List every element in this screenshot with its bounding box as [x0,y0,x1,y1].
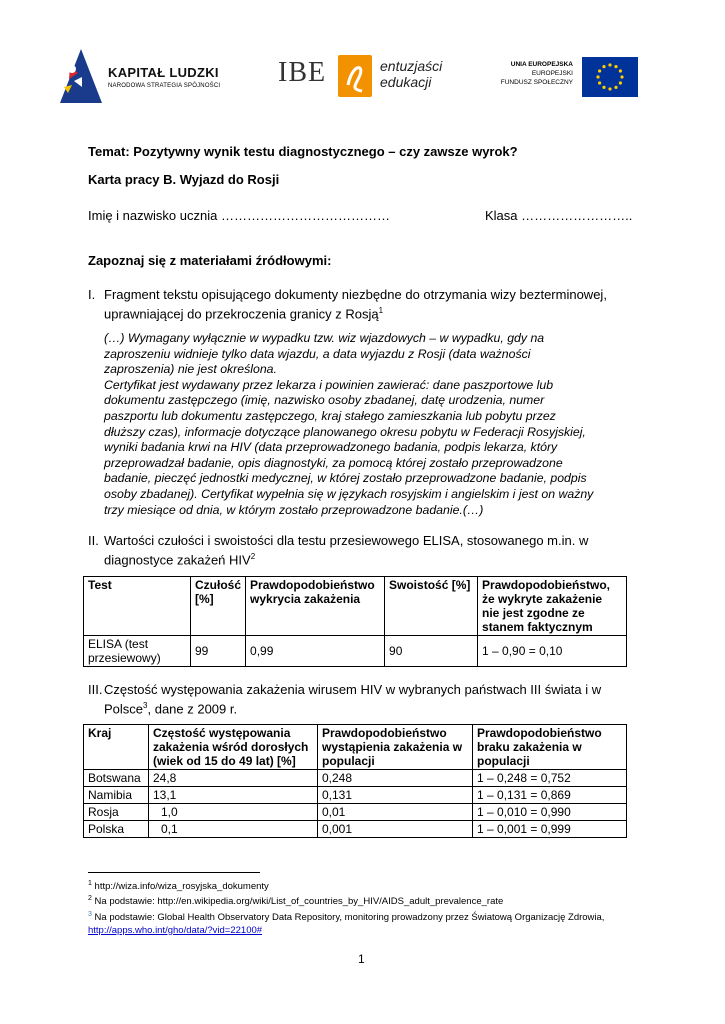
section-2-line1: Wartości czułości i swoistości dla testu przesiewowego ELISA, stosowanego m.in. w [104,533,589,548]
ibe-orange-mark-icon [338,55,372,97]
quote-line: (…) Wymagany wyłącznie w wypadku tzw. wiz wjazdowych – w wypadku, gdy na [104,331,545,345]
section-2-line2 [104,548,255,568]
table-cell: 1,0 [149,804,318,821]
class-field: Klasa …………………….. [485,208,633,223]
table-cell: Botswana [84,770,149,787]
table-header-cell: Częstość występowania zakażenia wśród dorosłych (wiek od 15 do 49 lat) [%] [149,725,318,770]
quote-line: zaproszeniu widnieje tylko data wjazdu, a data wyjazdu z Rosji (data ważności [104,346,531,361]
quote-line: zaproszenia) nie jest określona. [104,362,277,377]
table-header-cell: Prawdopodobieństwo braku zakażenia w populacji [473,725,627,770]
table-cell: ELISA (test przesiewowy) [84,636,191,667]
eu-flag-icon [582,57,638,97]
elisa-table [83,576,627,667]
table-cell: 24,8 [149,770,318,787]
eu-line2: EUROPEJSKI [531,70,573,77]
table-row [84,787,627,804]
kapital-ludzki-emblem-icon [58,47,104,105]
eu-line1: UNIA EUROPEJSKA [510,61,573,68]
kl-subtitle: NARODOWA STRATEGIA SPÓJNOŚCI [108,83,221,89]
section-2-line2-text: diagnostyce zakażeń HIV [104,552,251,568]
table-header-cell: Prawdopodobieństwo, że wykryte zakażenie nie jest zgodne ze stanem faktycznym [478,577,627,636]
table-row [84,770,627,787]
eu-logo [488,55,640,99]
table-header-row [84,725,627,770]
footnote-divider [88,872,260,873]
student-name-field: Imię i nazwisko ucznia ………………………………… [88,208,390,223]
quote-line: przeprowadzał badanie, opis diagnostyki, za pomocą której zostało przeprowadzone [104,455,563,470]
table-cell: 1 – 0,001 = 0,999 [473,821,627,838]
quote-line: dłuższy czas), informacje dotyczące planowanego okresu pobytu w Federacji Rosyjskiej, [104,424,586,439]
quote-line: badanie, pieczęć jednostki medycznej, w której zostało przeprowadzone badanie, podpis [104,471,587,486]
table-row [84,804,627,821]
footnote-2-text: Na podstawie: http://en.wikipedia.org/wiki/List_of_countries_by_HIV/AIDS_adult_prevalence_rate [94,896,504,908]
footnote-3-link[interactable]: http://apps.who.int/gho/data/?vid=22100# [88,924,263,936]
table-header-cell: Test [84,577,191,636]
footnote-ref-2: 2 [250,552,256,561]
footnote-3-number: 3 [88,911,92,918]
section-3-line2a: Polsce [104,701,144,717]
table-cell: 13,1 [149,787,318,804]
table-header-cell: Swoistość [%] [385,577,478,636]
section-1-number: I. [88,287,96,302]
table-cell: 1 – 0,248 = 0,752 [473,770,627,787]
table-cell: Rosja [84,804,149,821]
table-header-cell: Prawdopodobieństwo wystąpienia zakażenia w populacji [318,725,473,770]
section-2-number: II. [88,533,99,548]
footnote-1-number: 1 [88,880,92,887]
footnote-2 [88,893,503,909]
quote-line: paszportu lub dokumentu zastępczego, kraj stałego zamieszkania lub pobytu przez [104,408,556,423]
table-header-cell: Prawdopodobieństwo wykrycia zakażenia [246,577,385,636]
footnote-2-number: 2 [88,895,92,902]
table-cell: 0,1 [149,821,318,838]
table-row [84,821,627,838]
table-cell: 0,001 [318,821,473,838]
quote-line: trzy miesiące od dnia, w którym zostało przeprowadzone badanie.(…) [104,502,484,517]
eu-text [488,60,573,87]
section-1-line2-text: uprawniającej do przekroczenia granicy z Rosją [104,306,379,322]
section-1-line1: Fragment tekstu opisującego dokumenty niezbędne do otrzymania wizy bezterminowej, [104,287,607,302]
footnote-1-text: http://wiza.info/wiza_rosyjska_dokumenty [94,881,269,893]
table-cell: 0,01 [318,804,473,821]
table-header-cell: Kraj [84,725,149,770]
quote-block [104,331,664,518]
quote-line: Certyfikat jest wydawany przez lekarza i powinien zawierać: dane paszportowe lub [104,377,554,392]
table-cell: Namibia [84,787,149,804]
kapital-ludzki-logo [58,47,243,105]
kl-title: KAPITAŁ LUDZKI [108,65,219,80]
eu-line3: FUNDUSZ SPOŁECZNY [500,79,573,86]
ibe-text: IBE [278,57,327,88]
instructions-heading: Zapoznaj się z materiałami źródłowymi: [88,253,332,268]
section-1-line2 [104,302,383,322]
table-row [84,636,627,667]
table-cell: 1 – 0,010 = 0,990 [473,804,627,821]
table-cell: 0,131 [318,787,473,804]
section-3-line1: Częstość występowania zakażenia wirusem HIV w wybranych państwach III świata i w [104,682,602,697]
footnote-ref-3: 3 [143,701,148,710]
table-cell: 99 [191,636,246,667]
footnote-ref-1: 1 [378,306,384,315]
hiv-prevalence-table [83,724,627,838]
page-number: 1 [358,952,365,966]
ibe-logo [278,55,458,99]
table-cell: Polska [84,821,149,838]
table-header-cell: Czułość [%] [191,577,246,636]
table-cell: 90 [385,636,478,667]
footnote-3-text: Na podstawie: Global Health Observatory Data Repository, monitoring prowadzony przez Światową Organizację Zdrowia, [94,912,605,924]
table-cell: 1 – 0,90 = 0,10 [478,636,627,667]
worksheet-title: Karta pracy B. Wyjazd do Rosji [88,172,280,187]
section-3-line2 [104,697,237,717]
footnote-3 [88,909,648,937]
topic-heading: Temat: Pozytywny wynik testu diagnostycznego – czy zawsze wyrok? [88,144,518,159]
quote-line: dokumentu zastępczego (imię, nazwisko osoby zbadanej, datę urodzenia, numer [104,393,545,408]
quote-line: wyniki badania krwi na HIV (data przeprowadzonego badania, podpis lekarza, który [104,440,558,455]
section-3-number: III. [88,682,103,697]
table-cell: 0,248 [318,770,473,787]
table-cell: 1 – 0,131 = 0,869 [473,787,627,804]
table-header-row [84,577,627,636]
footnote-1 [88,878,269,894]
entuzjasci-line1: entuzjaści [380,58,443,74]
quote-line: osoby zbadanej). Certyfikat wypełnia się w językach rosyjskim i angielskim i jest on ważny [104,486,594,501]
section-3-line2b: , dane z 2009 r. [147,701,238,717]
table-cell: 0,99 [246,636,385,667]
entuzjasci-line2: edukacji [380,74,432,90]
